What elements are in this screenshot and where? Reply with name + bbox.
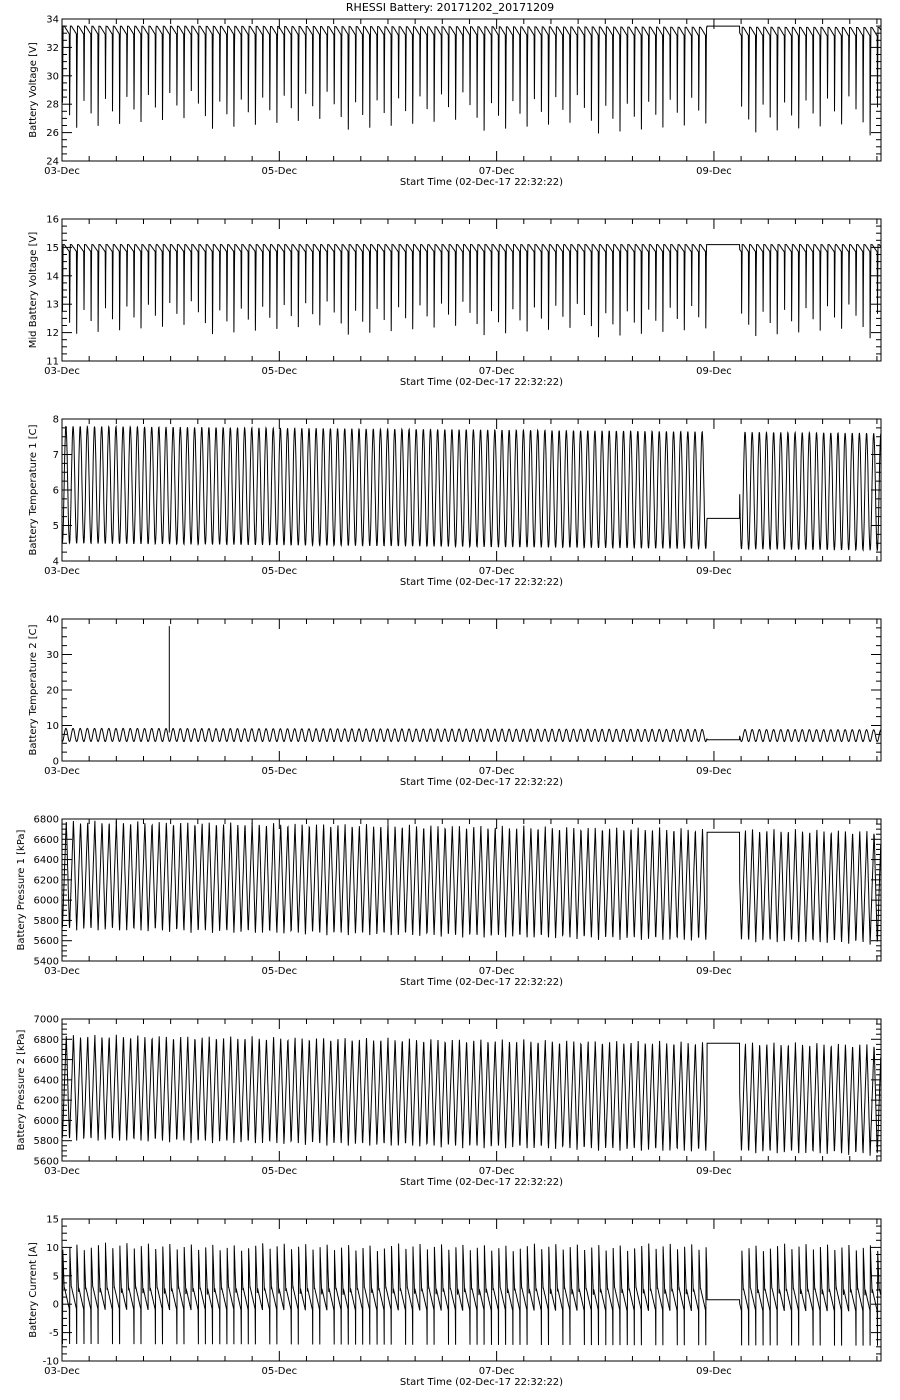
y-tick-label: 5400 [33,956,59,968]
panel-5 [16,815,881,989]
y-tick-label: 20 [46,685,59,697]
y-tick-label: 7000 [33,1014,59,1026]
x-axis-label: Start Time (02-Dec-17 22:32:22) [399,177,564,188]
x-tick-label: 05-Dec [261,166,298,177]
y-tick-label: -10 [42,1356,59,1368]
y-tick-label: 11 [46,356,59,368]
y-tick-label: 15 [46,1214,59,1226]
series-line [62,245,881,339]
x-tick-label: 09-Dec [696,1166,732,1177]
series-line [62,821,881,945]
x-tick-label: 09-Dec [696,366,732,377]
y-tick-label: 6200 [33,1095,59,1107]
x-tick-label: 03-Dec [44,1166,80,1177]
y-tick-label: 16 [46,214,59,226]
y-tick-label: 34 [46,14,59,26]
x-tick-label: 07-Dec [478,566,515,577]
series-line [62,728,881,741]
x-tick-label: 05-Dec [261,966,298,977]
x-tick-label: 03-Dec [44,366,80,377]
plot-frame [62,219,881,361]
y-tick-label: 6400 [33,855,59,867]
x-tick-label: 03-Dec [44,566,80,577]
x-tick-label: 05-Dec [261,566,298,577]
y-tick-label: 26 [46,128,59,140]
y-axis-label: Battery Temperature 1 [C] [28,424,39,556]
x-tick-label: 07-Dec [478,966,515,977]
y-tick-label: 6800 [33,1034,59,1046]
y-tick-label: 24 [46,156,59,168]
series-line [62,1243,881,1346]
panel-7 [28,1215,881,1389]
y-tick-label: 5 [52,1271,59,1283]
chart-title: RHESSI Battery: 20171202_20171209 [345,1,555,14]
y-tick-label: 6600 [33,834,59,846]
y-tick-label: 6 [52,485,59,497]
y-tick-label: 28 [46,99,59,111]
y-tick-label: 4 [52,556,59,568]
x-tick-label: 03-Dec [44,166,80,177]
y-tick-label: 32 [46,42,59,54]
x-tick-label: 09-Dec [696,1366,732,1377]
x-tick-label: 07-Dec [478,1166,515,1177]
x-axis-label: Start Time (02-Dec-17 22:32:22) [399,977,564,988]
y-axis-label: Mid Battery Voltage [V] [28,231,39,349]
y-tick-label: 5600 [33,936,59,948]
y-tick-label: 40 [46,614,59,626]
x-tick-label: 05-Dec [261,1366,298,1377]
y-tick-label: 13 [46,299,59,311]
y-tick-label: 30 [46,71,59,83]
x-tick-label: 09-Dec [696,966,732,977]
x-axis-label: Start Time (02-Dec-17 22:32:22) [399,777,564,788]
y-tick-label: 15 [46,242,59,254]
y-tick-label: 10 [46,1242,59,1254]
y-tick-label: 6600 [33,1055,59,1067]
x-tick-label: 09-Dec [696,766,732,777]
y-tick-label: 8 [52,414,59,426]
panel-6 [16,1015,881,1189]
y-tick-label: 30 [46,650,59,661]
y-axis-label: Battery Voltage [V] [28,42,39,138]
y-tick-label: 12 [46,328,59,340]
x-axis-label: Start Time (02-Dec-17 22:32:22) [399,1377,564,1388]
x-tick-label: 07-Dec [478,366,515,377]
series-line [62,1035,881,1156]
y-tick-label: 6000 [33,1115,59,1127]
y-tick-label: 10 [46,721,59,732]
x-axis-label: Start Time (02-Dec-17 22:32:22) [399,377,564,388]
x-tick-label: 07-Dec [478,766,515,777]
x-tick-label: 05-Dec [261,1166,298,1177]
y-tick-label: 6000 [33,895,59,907]
y-tick-label: 0 [52,1299,59,1311]
x-axis-label: Start Time (02-Dec-17 22:32:22) [399,1177,564,1188]
y-tick-label: 7 [52,450,59,461]
x-tick-label: 03-Dec [44,1366,80,1377]
y-tick-label: 6800 [33,814,59,826]
y-axis-label: Battery Current [A] [28,1242,39,1338]
y-tick-label: 5800 [33,915,59,927]
y-tick-label: 6400 [33,1075,59,1087]
x-tick-label: 09-Dec [696,166,732,177]
panel-4 [28,615,881,789]
x-tick-label: 05-Dec [261,366,298,377]
y-tick-label: 5800 [33,1136,59,1148]
series-line [62,426,881,550]
panel-2 [28,215,881,389]
y-tick-label: 5600 [33,1156,59,1168]
x-tick-label: 03-Dec [44,966,80,977]
y-tick-label: 0 [52,756,59,768]
y-axis-label: Battery Pressure 2 [kPa] [16,1029,27,1151]
x-tick-label: 05-Dec [261,766,298,777]
panel-3 [28,415,881,589]
y-tick-label: 5 [52,521,59,532]
panel-1 [28,15,881,189]
x-tick-label: 07-Dec [478,1366,515,1377]
x-tick-label: 09-Dec [696,566,732,577]
x-tick-label: 07-Dec [478,166,515,177]
y-axis-label: Battery Pressure 1 [kPa] [16,829,27,951]
series-line [62,26,881,135]
y-axis-label: Battery Temperature 2 [C] [28,624,39,756]
y-tick-label: -5 [49,1328,59,1340]
x-tick-label: 03-Dec [44,766,80,777]
x-axis-label: Start Time (02-Dec-17 22:32:22) [399,577,564,588]
y-tick-label: 6200 [33,875,59,887]
y-tick-label: 14 [46,271,59,283]
